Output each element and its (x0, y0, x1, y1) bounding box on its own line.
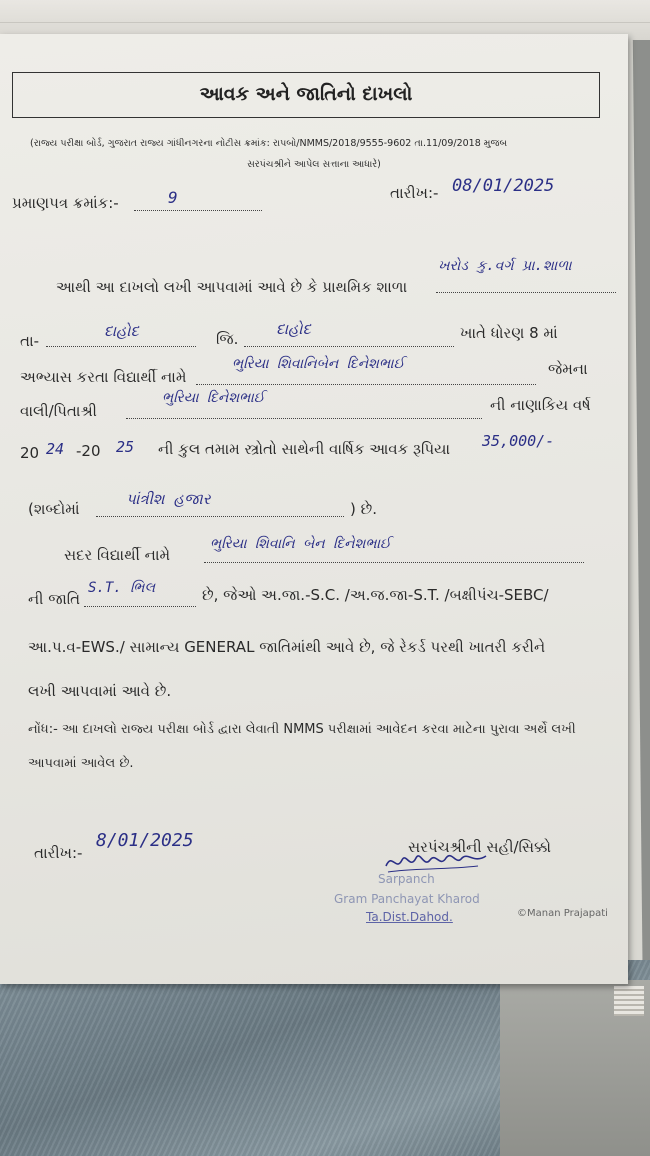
year-from: 24 (46, 440, 65, 458)
income-text: ની કુલ તમામ સ્ત્રોતો સાથેની વાર્ષિક આવક રૂપિયા (158, 440, 451, 458)
body-line-9: આ.પ.વ-EWS./ સામાન્ય GENERAL જાતિમાંથી આવે છે, જે રેકર્ડ પરથી ખાતરી કરીને (28, 638, 546, 656)
student-name-2-dots (204, 548, 584, 567)
date-value: 08/01/2025 (452, 176, 555, 196)
note-line-2: આપવામાં આવેલ છે. (28, 756, 134, 771)
district-label: જિ. (216, 330, 239, 348)
date-label: તારીખ:- (390, 184, 439, 202)
footer-date-label: તારીખ:- (34, 844, 83, 862)
signature-label: સરપંચશ્રીની સહી/સિક્કો (408, 838, 552, 856)
district-value: દાહોદ (276, 320, 311, 338)
guardian-label: વાલી/પિતાશ્રી (20, 402, 97, 420)
taluka-value: દાહોદ (104, 322, 139, 340)
certificate-paper (0, 34, 628, 984)
body-line-3-suffix: જેમના (548, 360, 588, 378)
year-separator: -20 (76, 442, 101, 460)
year-prefix: 20 (20, 444, 40, 462)
student-name-dots (196, 370, 536, 389)
body-line-10: લખી આપવામાં આવે છે. (28, 682, 172, 700)
income-words: પાંત્રીશ હજાર (126, 490, 211, 508)
body-line-4-suffix: ની નાણાકિય વર્ષ (490, 396, 591, 414)
paper-stack-edge (614, 986, 644, 1016)
caste-value: S.T. ભિલ (88, 580, 156, 596)
student-name: ભુરિયા શિવાનિબેન દિનેશભાઈ (232, 356, 405, 372)
guardian-dots (126, 404, 482, 423)
note-line-1: નોંધ:- આ દાખલો રાજ્ય પરીક્ષા બોર્ડ દ્વારા લેવાતી NMMS પરીક્ષામાં આવેદન કરવા માટેના પુરાવા અર્થે લખી (28, 722, 576, 737)
body-line-1: આથી આ દાખલો લખી આપવામાં આવે છે કે પ્રાથમિક શાળા (56, 278, 408, 296)
words-label: (શબ્દોમાં (28, 500, 80, 518)
caste-suffix: છે, જેઓ અ.જા.-S.C. /અ.જ.જા-S.T. /બક્ષીપંચ-SEBC/ (202, 586, 549, 604)
year-to: 25 (116, 438, 135, 456)
guardian-name: ભુરિયા દિનેશભાઈ (162, 390, 265, 406)
certificate-number-value: 9 (168, 188, 178, 207)
watermark: ©Manan Prajapati (517, 908, 608, 919)
body-line-7: સદર વિદ્યાર્થી નામે (64, 546, 171, 564)
reference-line-1: (રાજ્ય પરીક્ષા બોર્ડ, ગુજરાત રાજ્ય ગાંધીનગરના નોટીસ ક્રમાંક: રાપબો/NMMS/2018/9555-9602 તા.11/09/2018 મુજબ (30, 138, 508, 149)
stamp-line-1: Sarpanch (378, 872, 435, 886)
reference-line-2: સરપંચશ્રીને આપેલ સત્તાના આધારે) (247, 159, 381, 170)
caste-label: ની જાતિ (28, 590, 81, 608)
certificate-title: આવક અને જાતિનો દાખલો (199, 83, 413, 105)
body-line-2-suffix: ખાતે ધોરણ 8 માં (460, 324, 558, 342)
stamp-line-3: Ta.Dist.Dahod. (366, 910, 453, 924)
school-dots (436, 278, 616, 297)
footer-date-value: 8/01/2025 (96, 830, 194, 851)
certificate-number-label: પ્રમાણપત્ર ક્રમાંક:- (12, 194, 119, 212)
school-name: ખરોડ કુ.વર્ગ પ્રા.શાળા (438, 258, 572, 274)
title-box (12, 72, 600, 118)
stamp-line-2: Gram Panchayat Kharod (334, 892, 480, 906)
income-value: 35,000/- (482, 432, 555, 450)
words-suffix: ) છે. (350, 500, 377, 518)
body-line-3: અભ્યાસ કરતા વિદ્યાર્થી નામે (20, 368, 187, 386)
student-name-2: ભુરિયા શિવાનિ બેન દિનેશભાઈ (210, 536, 391, 552)
certificate-number-dots (134, 196, 262, 215)
taluka-label: તા- (20, 332, 40, 350)
